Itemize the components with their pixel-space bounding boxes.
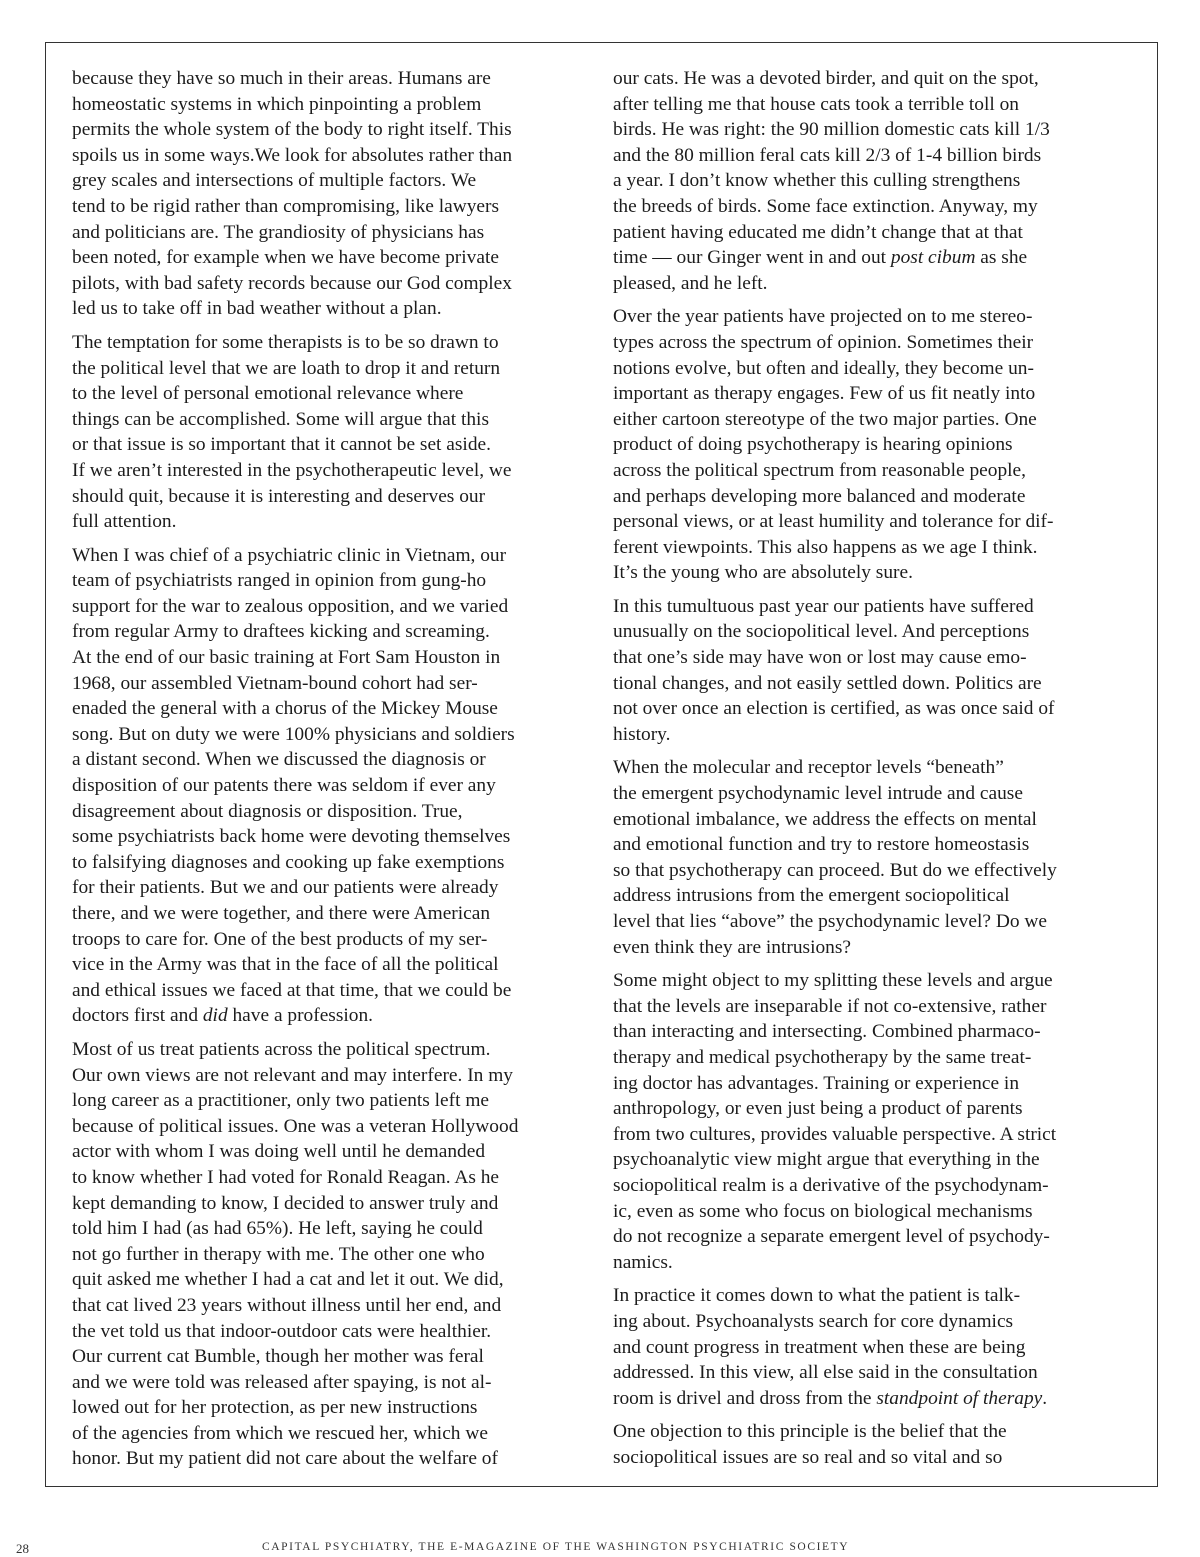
text-line bbox=[613, 271, 1133, 297]
text-line bbox=[613, 883, 1133, 909]
paragraph bbox=[613, 304, 1133, 586]
text-segment: sociopolitical realm is a derivative of the psychodynam- bbox=[613, 1174, 1049, 1196]
text-line bbox=[613, 509, 1133, 535]
text-segment: spoils us in some ways.We look for absolutes rather than bbox=[72, 144, 513, 166]
text-line bbox=[72, 92, 592, 118]
text-segment: and the 80 million feral cats kill 2/3 of 1-4 billion birds bbox=[613, 144, 1042, 166]
text-segment: and emotional function and try to restore homeostasis bbox=[613, 834, 1030, 856]
text-segment: In this tumultuous past year our patients have suffered bbox=[613, 595, 1034, 617]
text-line bbox=[613, 722, 1133, 748]
text-line bbox=[72, 1037, 592, 1063]
text-segment: the breeds of birds. Some face extinction. Anyway, my bbox=[613, 195, 1038, 217]
text-line bbox=[72, 432, 592, 458]
text-segment: enaded the general with a chorus of the Mickey Mouse bbox=[72, 698, 498, 720]
text-segment: a distant second. When we discussed the diagnosis or bbox=[72, 749, 486, 771]
text-line bbox=[72, 1446, 592, 1472]
text-line bbox=[613, 66, 1133, 92]
text-line bbox=[613, 458, 1133, 484]
text-segment: a year. I don’t know whether this culling strengthens bbox=[613, 170, 1021, 192]
text-line bbox=[613, 1309, 1133, 1335]
text-line bbox=[613, 117, 1133, 143]
text-segment: to falsifying diagnoses and cooking up fake exemptions bbox=[72, 851, 505, 873]
text-line bbox=[72, 543, 592, 569]
text-line bbox=[72, 850, 592, 876]
text-segment: some psychiatrists back home were devoting themselves bbox=[72, 826, 511, 848]
paragraph bbox=[613, 968, 1133, 1275]
text-segment: and ethical issues we faced at that time, that we could be bbox=[72, 979, 512, 1001]
paragraph bbox=[72, 543, 592, 1029]
text-line bbox=[613, 1019, 1133, 1045]
text-line bbox=[613, 1250, 1133, 1276]
text-segment: the political level that we are loath to drop it and return bbox=[72, 357, 501, 379]
italic-text: did bbox=[202, 1005, 228, 1027]
text-segment: after telling me that house cats took a terrible toll on bbox=[613, 93, 1020, 115]
text-segment: to the level of personal emotional relevance where bbox=[72, 383, 464, 405]
text-line bbox=[72, 901, 592, 927]
text-segment: ic, even as some who focus on biological mechanisms bbox=[613, 1200, 1033, 1222]
text-segment: across the political spectrum from reasonable people, bbox=[613, 459, 1026, 481]
paragraph bbox=[72, 66, 592, 322]
text-line bbox=[72, 619, 592, 645]
text-segment: Our own views are not relevant and may interfere. In my bbox=[72, 1064, 513, 1086]
text-line bbox=[613, 1335, 1133, 1361]
text-line bbox=[72, 117, 592, 143]
text-segment: anthropology, or even just being a product of parents bbox=[613, 1098, 1023, 1120]
text-segment: At the end of our basic training at Fort Sam Houston in bbox=[72, 647, 501, 669]
text-segment: sociopolitical issues are so real and so vital and so bbox=[613, 1446, 1003, 1468]
text-line bbox=[72, 330, 592, 356]
text-line bbox=[72, 271, 592, 297]
text-line bbox=[72, 484, 592, 510]
paragraph bbox=[613, 66, 1133, 296]
text-segment: full attention. bbox=[72, 511, 177, 533]
text-segment: birds. He was right: the 90 million domestic cats kill 1/3 bbox=[613, 119, 1050, 141]
text-segment: do not recognize a separate emergent level of psychody- bbox=[613, 1226, 1050, 1248]
text-line bbox=[613, 92, 1133, 118]
text-line bbox=[613, 781, 1133, 807]
text-segment: emotional imbalance, we address the effects on mental bbox=[613, 808, 1037, 830]
text-segment: tend to be rigid rather than compromising, like lawyers bbox=[72, 195, 500, 217]
text-line bbox=[72, 696, 592, 722]
text-segment: have a profession. bbox=[227, 1005, 374, 1027]
text-segment: doctors first and bbox=[72, 1005, 203, 1027]
text-segment: unusually on the sociopolitical level. And perceptions bbox=[613, 621, 1030, 643]
paragraph bbox=[613, 1283, 1133, 1411]
text-line bbox=[613, 560, 1133, 586]
text-line bbox=[613, 168, 1133, 194]
text-segment: the emergent psychodynamic level intrude and cause bbox=[613, 783, 1023, 805]
text-segment: not go further in therapy with me. The other one who bbox=[72, 1243, 485, 1265]
text-segment: support for the war to zealous opposition, and we varied bbox=[72, 595, 509, 617]
text-segment: If we aren’t interested in the psychotherapeutic level, we bbox=[72, 459, 512, 481]
text-line bbox=[72, 407, 592, 433]
text-segment: One objection to this principle is the belief that the bbox=[613, 1421, 1007, 1443]
text-line bbox=[72, 978, 592, 1004]
text-line bbox=[613, 1096, 1133, 1122]
text-segment: ing doctor has advantages. Training or experience in bbox=[613, 1072, 1020, 1094]
text-line bbox=[613, 858, 1133, 884]
text-segment: pilots, with bad safety records because our God complex bbox=[72, 272, 512, 294]
text-line bbox=[72, 568, 592, 594]
text-line bbox=[72, 1267, 592, 1293]
text-segment: notions evolve, but often and ideally, they become un- bbox=[613, 357, 1034, 379]
footer-title: CAPITAL PSYCHIATRY, THE E-MAGAZINE OF THE WASHINGTON PSYCHIATRIC SOCIETY bbox=[262, 1541, 850, 1553]
text-line bbox=[72, 671, 592, 697]
text-line bbox=[613, 220, 1133, 246]
text-segment: that the levels are inseparable if not co-extensive, rather bbox=[613, 995, 1047, 1017]
text-segment: disposition of our patents there was seldom if ever any bbox=[72, 775, 496, 797]
text-segment: When I was chief of a psychiatric clinic in Vietnam, our bbox=[72, 544, 507, 566]
text-line bbox=[613, 381, 1133, 407]
text-segment: not over once an election is certified, as was once said of bbox=[613, 698, 1055, 720]
paragraph bbox=[613, 755, 1133, 960]
text-line bbox=[72, 1421, 592, 1447]
text-segment: should quit, because it is interesting and deserves our bbox=[72, 485, 486, 507]
text-segment: because of political issues. One was a veteran Hollywood bbox=[72, 1115, 519, 1137]
text-segment: that cat lived 23 years without illness until her end, and bbox=[72, 1294, 502, 1316]
text-segment: or that issue is so important that it cannot be set aside. bbox=[72, 434, 491, 456]
text-segment: been noted, for example when we have become private bbox=[72, 247, 499, 269]
text-segment: either cartoon stereotype of the two major parties. One bbox=[613, 408, 1037, 430]
page-number: 28 bbox=[16, 1541, 29, 1556]
paragraph bbox=[613, 1419, 1133, 1470]
text-segment: the vet told us that indoor-outdoor cats were healthier. bbox=[72, 1320, 492, 1342]
italic-text: post cibum bbox=[890, 247, 976, 269]
text-segment: disagreement about diagnosis or disposition. True, bbox=[72, 800, 463, 822]
text-line bbox=[613, 807, 1133, 833]
text-line bbox=[613, 330, 1133, 356]
text-segment: and we were told was released after spaying, is not al- bbox=[72, 1371, 492, 1393]
text-line bbox=[72, 1088, 592, 1114]
text-line bbox=[613, 619, 1133, 645]
text-line bbox=[613, 484, 1133, 510]
text-line bbox=[613, 671, 1133, 697]
text-line bbox=[72, 458, 592, 484]
text-line bbox=[613, 968, 1133, 994]
text-line bbox=[613, 1122, 1133, 1148]
text-line bbox=[72, 645, 592, 671]
right-column bbox=[613, 66, 1133, 1478]
text-line bbox=[613, 832, 1133, 858]
text-segment: 1968, our assembled Vietnam-bound cohort had ser- bbox=[72, 672, 478, 694]
text-line bbox=[613, 755, 1133, 781]
text-line bbox=[72, 143, 592, 169]
text-segment: that one’s side may have won or lost may cause emo- bbox=[613, 647, 1027, 669]
text-segment: Our current cat Bumble, though her mother was feral bbox=[72, 1346, 484, 1368]
text-line bbox=[72, 66, 592, 92]
text-line bbox=[72, 1242, 592, 1268]
text-segment: long career as a practitioner, only two patients left me bbox=[72, 1090, 490, 1112]
text-segment: so that psychotherapy can proceed. But do we effectively bbox=[613, 859, 1057, 881]
text-line bbox=[613, 1224, 1133, 1250]
text-segment: psychoanalytic view might argue that everything in the bbox=[613, 1149, 1040, 1171]
text-line bbox=[613, 245, 1133, 271]
text-line bbox=[72, 1063, 592, 1089]
text-segment: history. bbox=[613, 723, 671, 745]
text-line bbox=[613, 594, 1133, 620]
text-segment: permits the whole system of the body to right itself. This bbox=[72, 119, 512, 141]
text-line bbox=[613, 909, 1133, 935]
text-segment: It’s the young who are absolutely sure. bbox=[613, 562, 913, 584]
paragraph bbox=[613, 594, 1133, 748]
text-line bbox=[613, 1386, 1133, 1412]
text-line bbox=[613, 1283, 1133, 1309]
text-segment: and perhaps developing more balanced and moderate bbox=[613, 485, 1026, 507]
text-line bbox=[613, 304, 1133, 330]
text-line bbox=[613, 356, 1133, 382]
text-segment: time — our Ginger went in and out bbox=[613, 247, 891, 269]
text-segment: as she bbox=[975, 247, 1028, 269]
text-line bbox=[613, 1199, 1133, 1225]
text-line bbox=[72, 594, 592, 620]
text-segment: therapy and medical psychotherapy by the same treat- bbox=[613, 1046, 1032, 1068]
paragraph bbox=[72, 1037, 592, 1472]
text-line bbox=[613, 696, 1133, 722]
text-line bbox=[72, 168, 592, 194]
text-line bbox=[72, 509, 592, 535]
text-line bbox=[613, 935, 1133, 961]
text-segment: for their patients. But we and our patients were already bbox=[72, 877, 499, 899]
text-line bbox=[613, 1071, 1133, 1097]
text-segment: team of psychiatrists ranged in opinion from gung-ho bbox=[72, 570, 487, 592]
left-column bbox=[72, 66, 592, 1480]
text-segment: our cats. He was a devoted birder, and quit on the spot, bbox=[613, 68, 1039, 89]
text-segment: song. But on duty we were 100% physicians and soldiers bbox=[72, 723, 515, 745]
text-segment: homeostatic systems in which pinpointing a problem bbox=[72, 93, 482, 115]
text-segment: kept demanding to know, I decided to answer truly and bbox=[72, 1192, 499, 1214]
text-segment: to know whether I had voted for Ronald Reagan. As he bbox=[72, 1166, 500, 1188]
text-line bbox=[72, 245, 592, 271]
text-segment: In practice it comes down to what the patient is talk- bbox=[613, 1285, 1021, 1307]
text-line bbox=[72, 1319, 592, 1345]
text-segment: patient having educated me didn’t change that at that bbox=[613, 221, 1023, 243]
text-line bbox=[72, 1139, 592, 1165]
text-segment: address intrusions from the emergent sociopolitical bbox=[613, 885, 1010, 907]
text-segment: grey scales and intersections of multiple factors. We bbox=[72, 170, 477, 192]
text-segment: actor with whom I was doing well until he demanded bbox=[72, 1141, 486, 1163]
text-line bbox=[72, 1114, 592, 1140]
text-line bbox=[72, 824, 592, 850]
text-line bbox=[613, 407, 1133, 433]
text-segment: than interacting and intersecting. Combined pharmaco- bbox=[613, 1021, 1041, 1043]
text-segment: ing about. Psychoanalysts search for core dynamics bbox=[613, 1310, 1014, 1332]
text-line bbox=[613, 194, 1133, 220]
text-segment: and politicians are. The grandiosity of physicians has bbox=[72, 221, 485, 243]
text-line bbox=[72, 381, 592, 407]
text-line bbox=[72, 747, 592, 773]
text-segment: . bbox=[1042, 1387, 1048, 1409]
text-line bbox=[72, 927, 592, 953]
text-line bbox=[72, 875, 592, 901]
text-segment: important as therapy engages. Few of us fit neatly into bbox=[613, 383, 1036, 405]
text-line bbox=[613, 1419, 1133, 1445]
text-line bbox=[72, 194, 592, 220]
text-segment: tional changes, and not easily settled down. Politics are bbox=[613, 672, 1042, 694]
text-line bbox=[72, 1165, 592, 1191]
text-line bbox=[72, 1216, 592, 1242]
text-segment: troops to care for. One of the best products of my ser- bbox=[72, 928, 488, 950]
text-line bbox=[613, 1173, 1133, 1199]
text-line bbox=[72, 1344, 592, 1370]
text-segment: vice in the Army was that in the face of all the political bbox=[72, 954, 499, 976]
text-segment: quit asked me whether I had a cat and let it out. We did, bbox=[72, 1269, 504, 1291]
text-segment: from two cultures, provides valuable perspective. A strict bbox=[613, 1123, 1057, 1145]
text-segment: addressed. In this view, all else said in the consultation bbox=[613, 1362, 1038, 1384]
text-segment: room is drivel and dross from the bbox=[613, 1387, 877, 1409]
text-segment: there, and we were together, and there were American bbox=[72, 903, 491, 924]
text-segment: and count progress in treatment when these are being bbox=[613, 1336, 1026, 1358]
text-line bbox=[613, 645, 1133, 671]
text-line bbox=[72, 952, 592, 978]
text-segment: pleased, and he left. bbox=[613, 272, 768, 294]
text-segment: told him I had (as had 65%). He left, saying he could bbox=[72, 1218, 483, 1240]
text-line bbox=[613, 535, 1133, 561]
text-segment: types across the spectrum of opinion. Sometimes their bbox=[613, 331, 1034, 353]
text-segment: level that lies “above” the psychodynamic level? Do we bbox=[613, 911, 1047, 932]
text-segment: Some might object to my splitting these levels and argue bbox=[613, 970, 1053, 992]
text-segment: lowed out for her protection, as per new instructions bbox=[72, 1397, 478, 1419]
text-segment: of the agencies from which we rescued her, which we bbox=[72, 1422, 488, 1444]
text-segment: honor. But my patient did not care about the welfare of bbox=[72, 1448, 498, 1470]
text-segment: led us to take off in bad weather without a plan. bbox=[72, 298, 442, 320]
text-line bbox=[613, 143, 1133, 169]
italic-text: standpoint of therapy bbox=[876, 1387, 1043, 1409]
text-line bbox=[72, 722, 592, 748]
text-line bbox=[72, 773, 592, 799]
text-segment: When the molecular and receptor levels “beneath” bbox=[613, 757, 1004, 779]
text-line bbox=[613, 1147, 1133, 1173]
text-segment: The temptation for some therapists is to be so drawn to bbox=[72, 331, 499, 353]
text-line bbox=[72, 1395, 592, 1421]
text-line bbox=[72, 1293, 592, 1319]
text-segment: things can be accomplished. Some will argue that this bbox=[72, 408, 489, 430]
text-segment: Most of us treat patients across the political spectrum. bbox=[72, 1038, 491, 1060]
text-segment: because they have so much in their areas. Humans are bbox=[72, 68, 491, 89]
text-line bbox=[72, 799, 592, 825]
text-line bbox=[613, 1360, 1133, 1386]
text-segment: namics. bbox=[613, 1251, 673, 1273]
text-line bbox=[613, 432, 1133, 458]
text-segment: even think they are intrusions? bbox=[613, 936, 852, 958]
text-segment: Over the year patients have projected on to me stereo- bbox=[613, 306, 1033, 328]
text-segment: product of doing psychotherapy is hearing opinions bbox=[613, 434, 1013, 456]
text-line bbox=[613, 1445, 1133, 1471]
text-line bbox=[72, 356, 592, 382]
text-segment: from regular Army to draftees kicking and screaming. bbox=[72, 621, 490, 643]
text-line bbox=[72, 1370, 592, 1396]
text-line bbox=[613, 1045, 1133, 1071]
text-segment: personal views, or at least humility and tolerance for dif- bbox=[613, 511, 1054, 533]
paragraph bbox=[72, 330, 592, 535]
text-line bbox=[613, 994, 1133, 1020]
text-line bbox=[72, 1191, 592, 1217]
text-segment: ferent viewpoints. This also happens as we age I think. bbox=[613, 536, 1038, 558]
text-line bbox=[72, 296, 592, 322]
text-line bbox=[72, 220, 592, 246]
text-line bbox=[72, 1003, 592, 1029]
